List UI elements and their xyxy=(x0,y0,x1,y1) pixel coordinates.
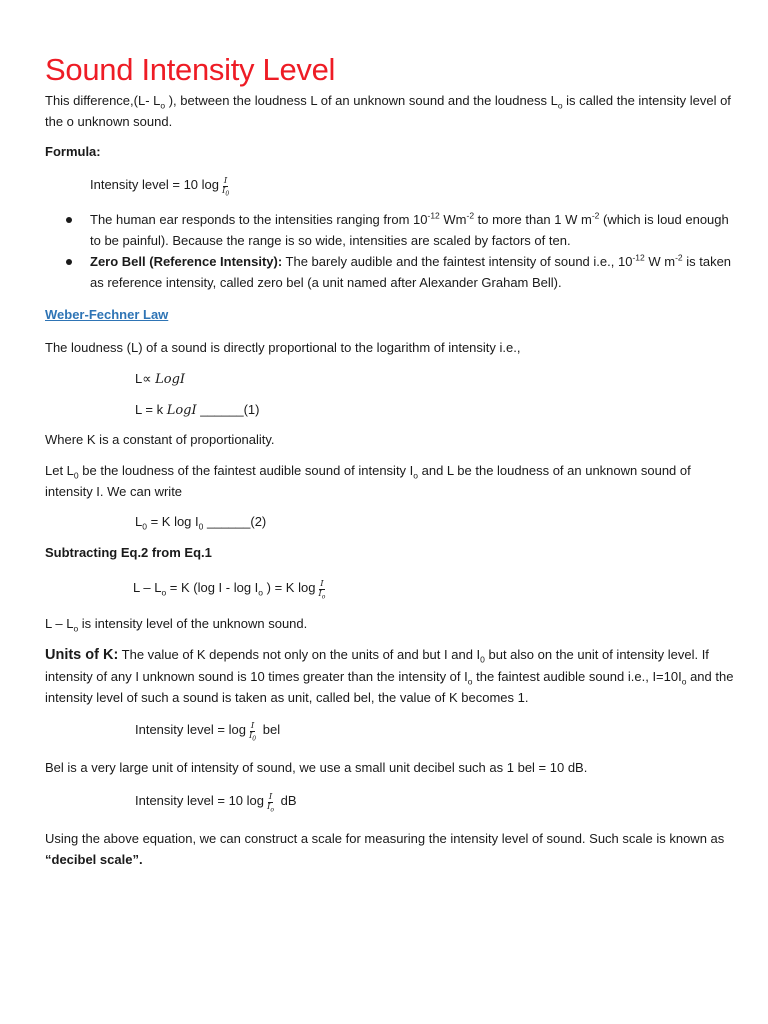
constant-paragraph: Where K is a constant of proportionality. xyxy=(45,432,275,447)
law-paragraph: The loudness (L) of a sound is directly proportional to the logarithm of intensity i.e., xyxy=(45,340,521,355)
formula-intensity-level: Intensity level = 10 log $\frac{I}{I_0}$ xyxy=(90,176,230,198)
bullet-list xyxy=(45,210,735,294)
fraction: $\frac{I}{I_0}$ xyxy=(248,721,257,743)
fraction: $\frac{I}{I_o}$ xyxy=(318,579,326,601)
equation-proportional: L∝ LogI xyxy=(135,371,186,387)
decibel-scale-paragraph: Using the above equation, we can construct a scale for measuring the intensity level of sound. Such scale is known as “decibel scale”. xyxy=(45,831,725,867)
weber-fechner-law-link[interactable]: Weber-Fechner Law xyxy=(45,307,169,322)
equation-bel: Intensity level = log $\frac{I}{I_0}$ bel xyxy=(135,721,281,743)
equation-2: $L_0 = K$ $\log I_0$ ______(2) xyxy=(135,514,267,532)
page-title: Sound Intensity Level xyxy=(45,52,336,87)
subtracting-label: Subtracting Eq.2 from Eq.1 xyxy=(45,545,212,560)
equation-1: L = k LogI ______(1) xyxy=(135,402,260,418)
bel-paragraph: Bel is a very large unit of intensity of sound, we use a small unit decibel such as 1 bel = 10 dB. xyxy=(45,760,588,775)
equation-3: $L - L_o = K$ (log I - $\log I_o$ ) = K log $\frac{I}{I_o}$ xyxy=(133,579,326,601)
list-item: The human ear responds to the intensities ranging from $10^{-12}$ $Wm^{-2}$ to more than 1 W $m^{-2}$ (which is loud enough to be painful). Because the range is so wide, intensities are scaled by factors of ten. xyxy=(45,210,735,251)
let-paragraph: Let $L_0$ be the loudness of the faintest audible sound of intensity $I_o$ and L be the loudness of an unknown sound of intensity I. We can write xyxy=(45,463,691,499)
units-of-k-paragraph: Units of K: The value of K depends not only on the units of and but I and $I_0$ but also on the unit of intensity level. If intensity of any I unknown sound is 10 times greater than the intensity of $I_o$ the faintest audible sound i.e., $I=10I_o$ and the intensity level of such a sound is taken as unit, called bel, the value of K becomes 1. xyxy=(45,647,734,705)
intensity-level-paragraph: L – $L_o$ is intensity level of the unknown sound. xyxy=(45,616,308,634)
fraction: $\frac{I}{I_o}$ xyxy=(267,792,274,814)
list-item: Zero Bell (Reference Intensity): The barely audible and the faintest intensity of sound i.e., $10^{-12}$ W $m^{-2}$ is taken as reference intensity, called zero bel (a unit named after Alexander Graham Bell). xyxy=(45,252,735,293)
formula-label: Formula: xyxy=(45,144,101,159)
bullet-icon xyxy=(66,217,72,223)
intro-paragraph: This difference,(L- $L_o$ ), between the loudness L of an unknown sound and the loudness $L_o$ is called the intensity level of the o unknown sound. xyxy=(45,93,731,129)
equation-decibel: Intensity level = 10 log $\frac{I}{I_o}$ dB xyxy=(135,792,297,814)
bullet-icon xyxy=(66,259,72,265)
fraction: $\frac{I}{I_0}$ xyxy=(222,176,230,198)
